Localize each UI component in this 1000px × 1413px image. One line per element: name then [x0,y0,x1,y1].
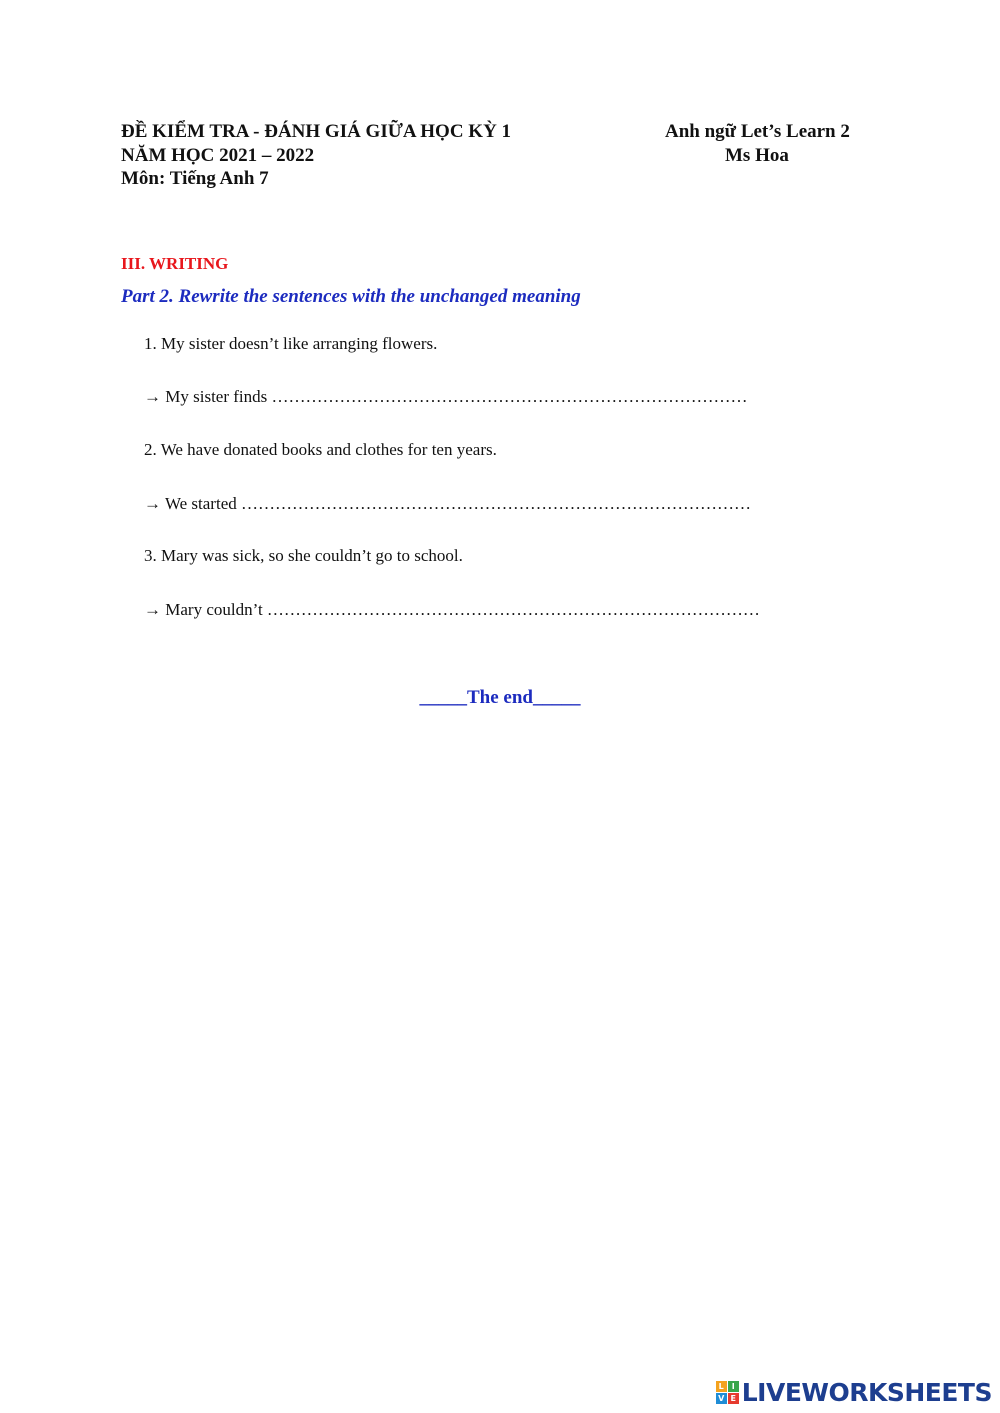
question-2: 2. We have donated books and clothes for ten years. [144,440,497,459]
logo-tile: E [728,1393,739,1404]
logo-tile: L [716,1381,727,1392]
section-title: III. WRITING [121,254,229,273]
school-year: NĂM HỌC 2021 – 2022 [121,144,315,166]
liveworksheets-logo[interactable] [716,1378,992,1407]
exam-title: ĐỀ KIỂM TRA - ĐÁNH GIÁ GIỮA HỌC KỲ 1 [121,121,512,142]
logo-tile: I [728,1381,739,1392]
logo-tile: V [716,1393,727,1404]
question-1: 1. My sister doesn’t like arranging flowers. [144,334,438,353]
brand-text: LIVEWORKSHEETS [741,1378,992,1407]
answer-line-2[interactable]: → We started ……………………………………………………………………………… [144,494,751,513]
liveworksheets-icon [716,1381,739,1404]
the-end: _____The end_____ [419,687,581,708]
center-name: Anh ngữ Let’s Learn 2 [665,121,850,142]
subject: Môn: Tiếng Anh 7 [121,168,269,189]
question-3: 3. Mary was sick, so she couldn’t go to school. [144,546,463,565]
answer-line-3[interactable]: → Mary couldn’t …………………………………………………………………………… [144,600,760,619]
answer-line-1[interactable]: → My sister finds ………………………………………………………………………… [144,387,748,406]
part-title: Part 2. Rewrite the sentences with the unchanged meaning [121,286,581,307]
teacher-name: Ms Hoa [725,144,789,166]
exam-header [121,120,511,191]
